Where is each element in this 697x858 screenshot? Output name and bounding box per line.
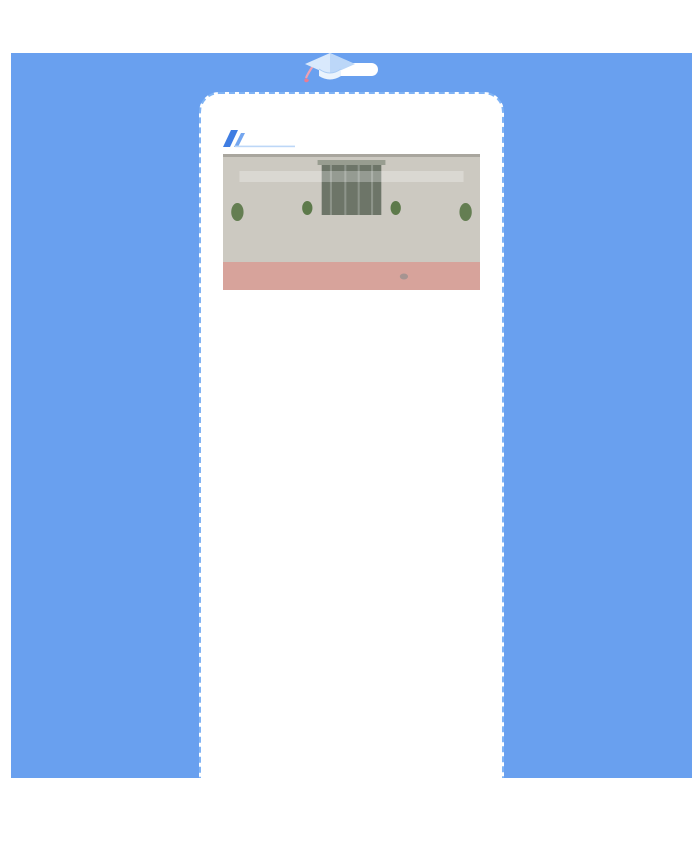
graduation-photo[interactable] <box>223 154 480 290</box>
badge <box>326 63 378 76</box>
quote-icon <box>223 129 480 149</box>
badge-pill <box>326 63 378 76</box>
letter-background-panel <box>11 53 692 778</box>
letter-card <box>199 92 504 778</box>
